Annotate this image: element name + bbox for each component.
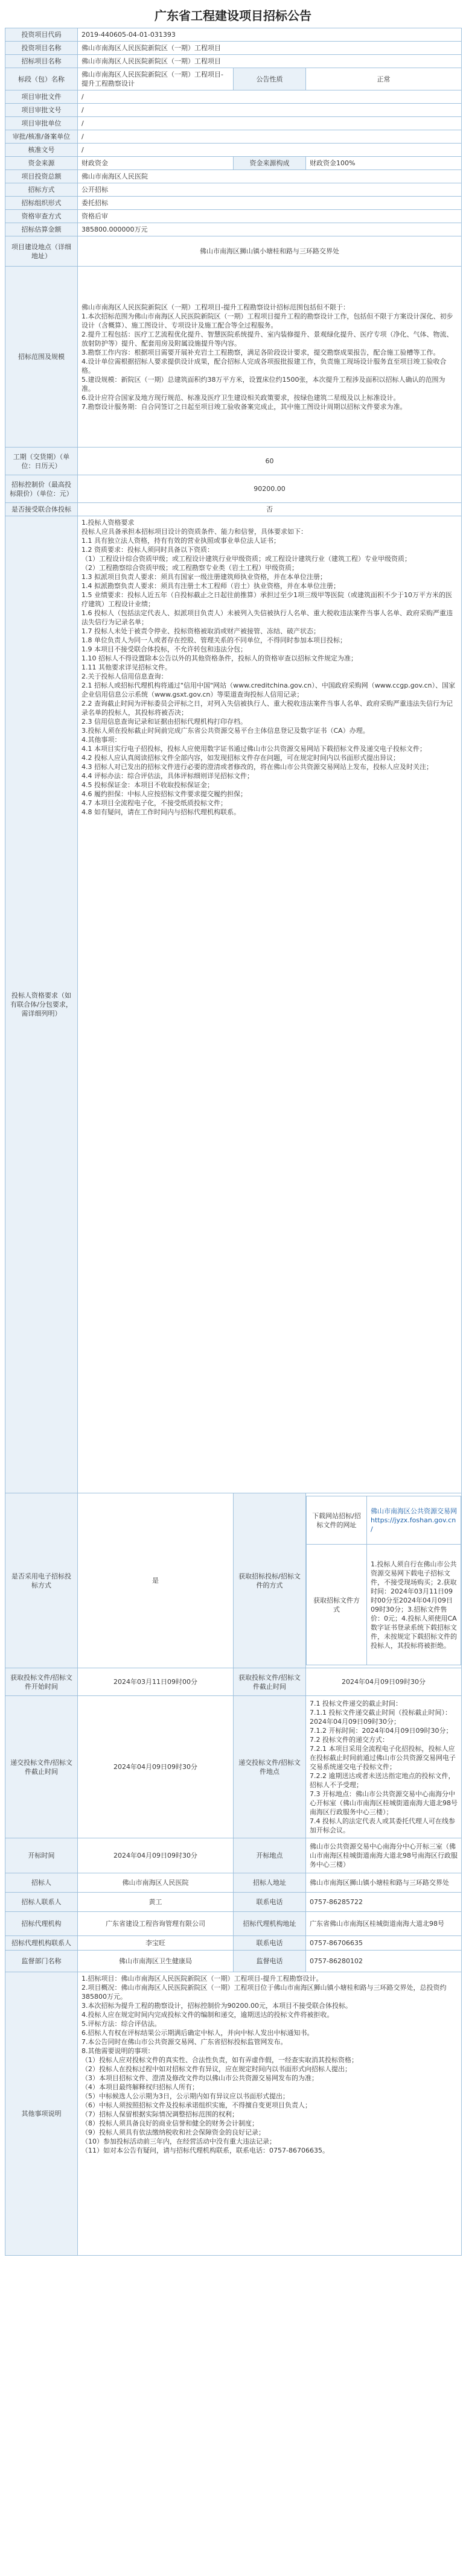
e-bidding-label: 是否采用电子招标投标方式 (5, 1493, 78, 1668)
open-place-label: 开标地点 (234, 1838, 306, 1873)
scope-line: 2.提升工程包括：医疗工艺流程优化提升、智慧医院系统提升、室内装修提升、景观绿化提升、医疗专项（净化、气体、物流、放射防护等）提升、配套用房及附属设施提升等内容。 (81, 330, 453, 347)
funding-structure-value: 财政资金100% (306, 157, 462, 170)
tenderee-phone-label: 联系电话 (234, 1893, 306, 1912)
funding-label: 资金来源 (5, 157, 78, 170)
audit-no-value: / (78, 144, 462, 157)
row-open-time (5, 1838, 462, 1873)
eligibility-value (78, 516, 462, 1493)
other-line: 3.本次招标为提升工程的勘察设计，招标控制价为90200.00元，本项目不接受联合体投标。 (81, 2002, 352, 2010)
notice-nature-value: 正常 (306, 68, 462, 90)
submit-line: 7.2.1 本项目采用全流程电子化招投标，投标人应在投标截止时间前通过佛山市公共资源交易网电子交易系统递交电子投标文件； (310, 1745, 456, 1771)
period-value: 60 (78, 448, 462, 475)
consortium-value: 否 (78, 503, 462, 516)
doc-access-row (307, 1545, 461, 1665)
bid-project-name-value: 佛山市南海区人民医院新院区（一期）工程项目 (78, 55, 462, 68)
audit-no-label: 核准文号 (5, 144, 78, 157)
eligibility-line: 2.3 信用信息查询记录和证据由招标代理机构打印存档。 (81, 718, 247, 726)
qualification-label: 资格审查方式 (5, 210, 78, 223)
agency-label: 招标代理机构 (5, 1912, 78, 1936)
row-approval-org (5, 117, 462, 130)
supervisor-phone-value: 0757-86280102 (306, 1951, 462, 1972)
eligibility-line: 2.1 招标人或招标代理机构将通过"信用中国"网站（www.creditchina.gov.cn）、中国政府采购网（www.ccgp.gov.cn）、国家企业信用信息公示系统（www.gsxt.gov.cn）等渠道查询投标人信用记录； (81, 682, 456, 698)
project-name-label: 投资项目名称 (5, 42, 78, 55)
eligibility-line: 1.7 投标人未处于被责令停业、投标资格被取消或财产被接管、冻结、破产状态； (81, 627, 320, 635)
row-other (5, 1972, 462, 2256)
row-scope (5, 267, 462, 448)
row-doc-access (5, 1493, 462, 1668)
location-label: 项目建设地点（详细地址） (5, 236, 78, 267)
row-period (5, 448, 462, 475)
funding-value: 财政资金 (78, 157, 234, 170)
doc-access-value (306, 1493, 462, 1668)
eligibility-line: 2.关于投标人信用信息查询： (81, 672, 168, 680)
submit-place-value (306, 1696, 462, 1838)
other-line: 4.投标人应在规定时间内完成投标文件的编制和递交，逾期送达的投标文件将被拒收。 (81, 2011, 334, 2019)
tenderee-contact-label: 招标人联系人 (5, 1893, 78, 1912)
eligibility-line: 1.6 投标人（包括法定代表人、拟派项目负责人）未被列入失信被执行人名单、重大税收违法案件当事人名单、政府采购严重违法失信行为记录名单； (81, 609, 453, 626)
agency-address-value: 广东省佛山市南海区桂城街道南海大道北98号 (306, 1912, 462, 1936)
eligibility-line: （2）工程勘察综合资质甲级；或工程勘察专业类（岩土工程）甲级资质； (81, 564, 298, 572)
open-place-value: 佛山市公共资源交易中心南海分中心开标三室（佛山市南海区桂城街道南海大道北98号南海区行政服务中心三楼） (306, 1838, 462, 1873)
eligibility-line: 4.6 履约担保：中标人应按招标文件要求提交履约担保； (81, 790, 247, 798)
row-doc-time (5, 1668, 462, 1696)
bid-method-value: 公开招标 (78, 183, 462, 197)
row-approval-doc (5, 90, 462, 104)
approval-no-value: / (78, 104, 462, 117)
e-bidding-value: 是 (78, 1493, 234, 1668)
row-supervisor (5, 1951, 462, 1972)
other-label: 其他事项说明 (5, 1972, 78, 2256)
row-submit-time (5, 1696, 462, 1838)
row-qualification (5, 210, 462, 223)
other-line: 2.项目概况：佛山市南海区人民医院新院区（一期）工程项目位于佛山市南海区狮山镇小塘桂和路与三环路交界处，总投资约385800万元。 (81, 1984, 447, 2001)
open-time-value: 2024年04月09日09时30分 (78, 1838, 234, 1873)
scope-value (78, 267, 462, 448)
approver-label: 审批/核准/备案单位 (5, 130, 78, 144)
row-bid-organization (5, 197, 462, 210)
agency-contact-label: 招标代理机构联系人 (5, 1936, 78, 1951)
eligibility-line: 4.3 招标人对已发出的招标文件进行必要的澄清或者修改的，将在佛山市公共资源交易网站上发布，投标人应及时关注； (81, 763, 433, 771)
submit-time-label: 递交投标文件/招标文件截止时间 (5, 1696, 78, 1838)
submit-time-value: 2024年04月09日09时30分 (78, 1696, 234, 1838)
total-invest-label: 招标估算金额 (5, 223, 78, 236)
eligibility-line: 1.10 招标人不得设置除本公告以外的其他资格条件，投标人的资格审查以招标文件规定为准； (81, 654, 357, 662)
submit-line: 7.2.2 逾期送达或者未送达指定地点的投标文件，招标人不予受理； (310, 1772, 455, 1789)
investment-label: 项目投资总额 (5, 170, 78, 183)
eligibility-line: 1.投标人资格要求 (81, 519, 135, 527)
doc-access-row (307, 1496, 461, 1545)
doc-end-label: 获取投标文件/招标文件截止时间 (234, 1668, 306, 1696)
other-line: （2）投标人在投标过程中如对招标文件有异议，应在规定时间内以书面形式向招标人提出； (81, 2065, 351, 2073)
row-approval-no (5, 104, 462, 117)
submit-line: 7.1 投标文件递交的截止时间： (310, 1700, 402, 1707)
consortium-label: 是否接受联合体投标 (5, 503, 78, 516)
row-investment (5, 170, 462, 183)
eligibility-line: 4.8 如有疑问，请在工作时间内与招标代理机构联系。 (81, 808, 240, 816)
scope-line: 4.设计单位需根据招标人要求提供设计成果，配合招标人完成各项报批报建工作，负责施工现场设计服务直至项目竣工验收合格。 (81, 357, 447, 375)
agency-phone-label: 联系电话 (234, 1936, 306, 1951)
eligibility-line: （1）工程设计综合资质甲级；或工程设计建筑行业甲级资质；或工程设计建筑行业（建筑工程）专业甲级资质； (81, 555, 411, 563)
row-tenderee-contact (5, 1893, 462, 1912)
project-no-value: 2019-440605-04-01-031393 (78, 28, 462, 42)
row-location (5, 236, 462, 267)
eligibility-line: 4.4 评标办法：综合评估法，具体评标细则详见招标文件； (81, 772, 254, 780)
doc-access-table (306, 1496, 461, 1665)
approval-org-label: 项目审批单位 (5, 117, 78, 130)
eligibility-line: 4.1 本项目实行电子招投标，投标人应使用数字证书通过佛山市公共资源交易网站下载招标文件及递交电子投标文件； (81, 745, 426, 753)
scope-label: 招标范围及规模 (5, 267, 78, 448)
scope-line: 1.本次招标范围为佛山市南海区人民医院新院区（一期）工程项目提升工程的勘察设计工作，包括但不限于方案设计深化、初步设计（含概算）、施工图设计、专项设计及施工配合等全过程服务。 (81, 312, 453, 329)
row-agency-contact (5, 1936, 462, 1951)
doc-site-link[interactable]: 佛山市南海区公共资源交易网 https://jyzx.foshan.gov.cn/ (367, 1496, 461, 1545)
eligibility-line: 1.11 其他要求详见招标文件。 (81, 663, 171, 671)
approval-doc-label: 项目审批文件 (5, 90, 78, 104)
bid-project-name-label: 招标项目名称 (5, 55, 78, 68)
doc-site-label: 下载网站招标/招标文件的网址 (307, 1496, 367, 1545)
tenderee-contact-value: 黄工 (78, 1893, 234, 1912)
eligibility-line: 1.3 拟派项目负责人要求：须具有国家一级注册建筑师执业资格，并在本单位注册； (81, 573, 327, 581)
row-section-name (5, 68, 462, 90)
agency-value: 广东省建设工程咨询管理有限公司 (78, 1912, 234, 1936)
other-line: 5.评标方法：综合评估法。 (81, 2020, 161, 2028)
submit-line: 7.3 开标地点：佛山市公共资源交易中心南海分中心开标室（佛山市南海区桂城街道南海大道北98号南海区行政服务中心三楼）； (310, 1790, 458, 1816)
tenderee-address-label: 招标人地址 (234, 1873, 306, 1893)
eligibility-line: 投标人应具备承担本招标项目设计的资质条件、能力和信誉，具体要求如下： (81, 528, 307, 536)
max-price-label: 招标控制价（最高投标限价）（单位：元） (5, 475, 78, 503)
tenderee-value: 佛山市南海区人民医院 (78, 1873, 234, 1893)
page-title: 广东省工程建设项目招标公告 (155, 8, 311, 23)
total-invest-value: 385800.000000万元 (78, 223, 462, 236)
scope-line: 7.勘察设计服务期：自合同签订之日起至项目竣工验收备案完成止，其中施工图设计周期以招标文件要求为准。 (81, 402, 407, 411)
scope-line: 3.勘察工作内容：根据项目需要开展补充岩土工程勘察，满足各阶段设计要求，提交勘察成果报告，配合施工验槽等工作。 (81, 348, 440, 356)
notice-nature-label: 公告性质 (234, 68, 306, 90)
row-consortium (5, 503, 462, 516)
approval-org-value: / (78, 117, 462, 130)
other-line: （3）本项目招标文件、澄清及修改文件均以佛山市公共资源交易网发布的为准； (81, 2074, 318, 2082)
bid-method-label: 招标方式 (5, 183, 78, 197)
other-line: 1.招标项目：佛山市南海区人民医院新院区（一期）工程项目-提升工程勘察设计。 (81, 1975, 323, 1983)
other-line: （5）中标候选人公示期为3日，公示期内如有异议应以书面形式提出； (81, 2092, 289, 2100)
scope-line: 5.建设规模：新院区（一期）总建筑面积约38万平方米，设置床位约1500张，本次提升工程涉及面积以招标人确认的范围为准。 (81, 375, 445, 393)
other-line: 6.招标人有权在评标结果公示期满后确定中标人，并向中标人发出中标通知书。 (81, 2029, 314, 2037)
max-price-value: 90200.00 (78, 475, 462, 503)
row-eligibility (5, 516, 462, 1493)
other-line: （1）投标人应对投标文件的真实性、合法性负责，如有弄虚作假，一经查实取消其投标资格； (81, 2056, 358, 2064)
approval-no-label: 项目审批文号 (5, 104, 78, 117)
qualification-value: 资格后审 (78, 210, 462, 223)
row-agency (5, 1912, 462, 1936)
doc-start-label: 获取投标文件/招标文件开始时间 (5, 1668, 78, 1696)
submit-line: 7.2 投标文件的递交方式： (310, 1736, 389, 1744)
notice-table (5, 28, 462, 2256)
investment-value: 佛山市南海区人民医院 (78, 170, 462, 183)
doc-method-label: 获取招标文件方式 (307, 1545, 367, 1665)
row-funding (5, 157, 462, 170)
location-value: 佛山市南海区狮山镇小塘桂和路与三环路交界处 (78, 236, 462, 267)
eligibility-line: 2.2 查询截止时间为评标委员会评标之日，对列入失信被执行人、重大税收违法案件当事人名单、政府采购严重违法失信行为记录名单的投标人，其投标将被否决； (81, 700, 453, 717)
other-line: （11）如对本公告有疑问，请与招标代理机构联系，联系电话：0757-86706635。 (81, 2147, 329, 2154)
agency-contact-value: 李宝旺 (78, 1936, 234, 1951)
eligibility-line: 1.8 单位负责人为同一人或者存在控股、管理关系的不同单位，不得同时参加本项目投标； (81, 636, 346, 644)
bid-organization-label: 招标组织形式 (5, 197, 78, 210)
submit-line: 7.1.2 开标时间：2024年04月09日09时30分； (310, 1727, 453, 1735)
period-label: 工期（交货期）（单位：日历天） (5, 448, 78, 475)
row-bid-project-name (5, 55, 462, 68)
eligibility-line: 4.2 投标人应认真阅读招标文件全部内容，如发现招标文件存在问题，可在规定时间内以书面形式提出异议； (81, 754, 400, 762)
other-line: 8.其他需要说明的事项： (81, 2047, 155, 2055)
other-line: （6）中标人须按照招标文件及投标承诺组织实施，不得擅自变更项目负责人； (81, 2101, 311, 2109)
agency-address-label: 招标代理机构地址 (234, 1912, 306, 1936)
funding-structure-label: 资金来源构成 (234, 157, 306, 170)
eligibility-line: 1.1 具有独立法人资格，持有有效的营业执照或事业单位法人证书； (81, 537, 280, 545)
row-approver (5, 130, 462, 144)
doc-access-label: 获取招标投标/招标文件的方式 (234, 1493, 306, 1668)
other-line: （8）投标人须具备良好的商业信誉和健全的财务会计制度； (81, 2119, 258, 2127)
tenderee-label: 招标人 (5, 1873, 78, 1893)
doc-end-value: 2024年04月09日09时30分 (306, 1668, 462, 1696)
doc-start-value: 2024年03月11日09时00分 (78, 1668, 234, 1696)
eligibility-line: 4.5 投标保证金：本项目不收取投标保证金； (81, 781, 214, 789)
eligibility-line: 1.2 资质要求：投标人须同时具备以下资质： (81, 546, 214, 554)
approval-doc-value: / (78, 90, 462, 104)
eligibility-label: 投标人资格要求（如有联合体/分包要求，需详细列明） (5, 516, 78, 1493)
row-project-name (5, 42, 462, 55)
scope-line: 佛山市南海区人民医院新院区（一期）工程项目-提升工程勘察设计招标范围包括但不限于： (81, 303, 350, 311)
eligibility-line: 4.其他事项： (81, 736, 121, 744)
supervisor-value: 佛山市南海区卫生健康局 (78, 1951, 234, 1972)
eligibility-line: 1.5 业绩要求：投标人近五年（自投标截止之日起往前推算）承担过至少1项三级甲等医院（或建筑面积不少于10万平方米的医疗建筑）工程设计业绩； (81, 591, 452, 608)
section-name-label: 标段（包）名称 (5, 68, 78, 90)
row-project-no (5, 28, 462, 42)
submit-line: 7.1.1 投标文件递交截止时间（投标截止时间）：2024年04月09日09时30分； (310, 1709, 452, 1726)
row-audit-no (5, 144, 462, 157)
other-line: 7.本公告同时在佛山市公共资源交易网、广东省招标投标监管网发布。 (81, 2038, 287, 2046)
tenderee-address-value: 佛山市南海区狮山镇小塘桂和路与三环路交界处 (306, 1873, 462, 1893)
submit-line: 7.4 投标人的法定代表人或其委托代理人可在线参加开标会议。 (310, 1817, 455, 1834)
eligibility-line: 1.9 本项目不接受联合体投标，不允许转包和违法分包； (81, 645, 247, 653)
approver-value: / (78, 130, 462, 144)
doc-method-value: 1.投标人须自行在佛山市公共资源交易网下载电子招标文件，不接受现场购买；2.获取时间：2024年03月11日09时00分至2024年04月09日09时30分；3.招标文件售价：0元；4.投标人须使用CA数字证书登录系统下载招标文件，未按规定下载招标文件的投标人，其投标将被拒绝。 (367, 1545, 461, 1665)
project-no-label: 投资项目代码 (5, 28, 78, 42)
section-name-value: 佛山市南海区人民医院新院区（一期）工程项目-提升工程勘察设计 (78, 68, 234, 90)
eligibility-line: 1.4 拟派勘察负责人要求：须具有注册土木工程师（岩土）执业资格，并在本单位注册； (81, 582, 340, 590)
other-line: （9）投标人须具有依法缴纳税收和社会保障资金的良好记录； (81, 2128, 265, 2136)
submit-place-label: 递交投标文件/招标文件地点 (234, 1696, 306, 1838)
tenderee-phone-value: 0757-86285722 (306, 1893, 462, 1912)
supervisor-label: 监督部门名称 (5, 1951, 78, 1972)
project-name-value: 佛山市南海区人民医院新院区（一期）工程项目 (78, 42, 462, 55)
row-tenderee (5, 1873, 462, 1893)
other-line: （7）招标人保留根据实际情况调整招标范围的权利； (81, 2110, 238, 2118)
row-total-invest (5, 223, 462, 236)
bid-organization-value: 委托招标 (78, 197, 462, 210)
row-bid-method (5, 183, 462, 197)
supervisor-phone-label: 监督电话 (234, 1951, 306, 1972)
other-line: （4）本项目最终解释权归招标人所有； (81, 2083, 199, 2091)
eligibility-line: 3.投标人须在投标截止时间前完成广东省公共资源交易平台主体信息登记及数字证书（CA）办理。 (81, 727, 369, 735)
row-max-price (5, 475, 462, 503)
agency-phone-value: 0757-86706635 (306, 1936, 462, 1951)
other-value (78, 1972, 462, 2256)
open-time-label: 开标时间 (5, 1838, 78, 1873)
eligibility-line: 4.7 本项目全流程电子化，不接受纸质投标文件； (81, 799, 227, 807)
scope-line: 6.设计应符合国家及地方现行规范、标准及医疗卫生建设相关政策要求，按绿色建筑二星级及以上标准设计。 (81, 393, 400, 402)
other-line: （10）参加投标活动前三年内，在经营活动中没有重大违法记录； (81, 2138, 276, 2145)
